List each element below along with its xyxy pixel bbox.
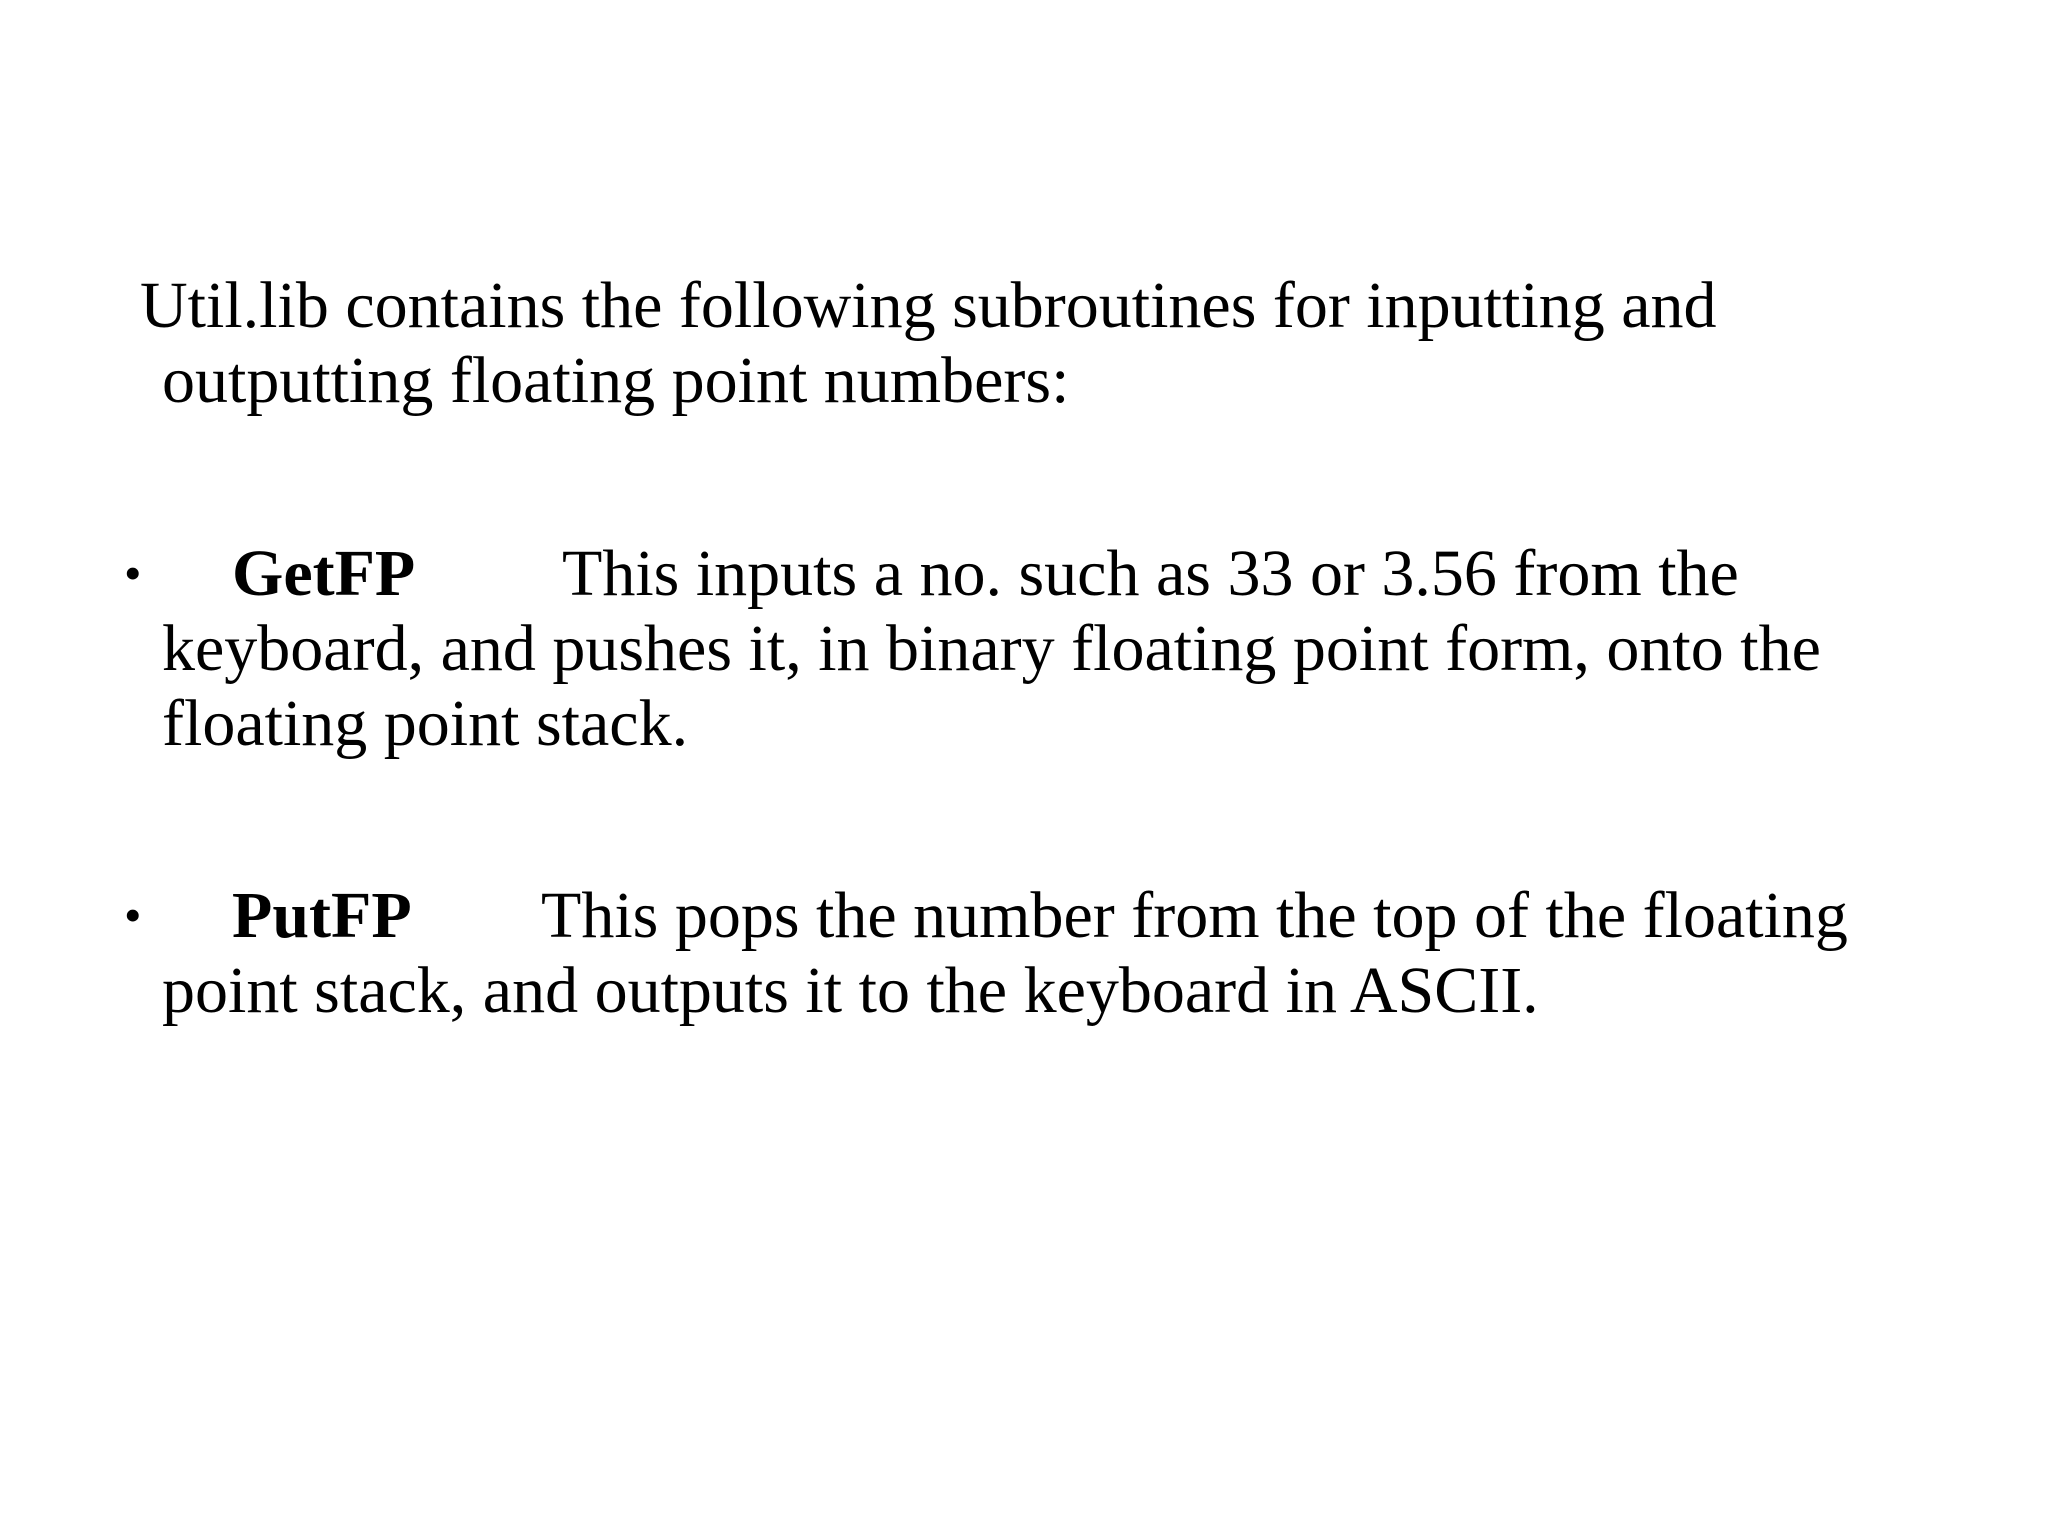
bullet-getfp-line-3: floating point stack.	[162, 687, 689, 760]
intro-line-2: outputting floating point numbers:	[162, 344, 1070, 417]
intro-line-1: Util.lib contains the following subroutines for inputting and	[140, 269, 1717, 342]
bullet-getfp-line-2: keyboard, and pushes it, in binary floating point form, onto the	[162, 612, 1821, 685]
intro-paragraph	[140, 268, 1940, 418]
bullet-putfp-desc-1: This pops the number from the top of the floating	[541, 879, 1848, 952]
bullet-getfp-desc-1: This inputs a no. such as 33 or 3.56 from the	[562, 537, 1739, 610]
bullet-dot-icon: •	[124, 545, 142, 601]
bullet-dot-icon: •	[124, 887, 142, 943]
term-getfp: GetFP	[232, 537, 416, 610]
bullet-getfp-line-1	[232, 536, 1984, 611]
term-putfp: PutFP	[232, 879, 412, 952]
bullet-putfp-line-2: point stack, and outputs it to the keyboard in ASCII.	[162, 954, 1539, 1027]
bullet-putfp	[124, 878, 1984, 1028]
bullet-putfp-line-1	[232, 878, 1984, 953]
bullet-getfp	[124, 536, 1984, 761]
